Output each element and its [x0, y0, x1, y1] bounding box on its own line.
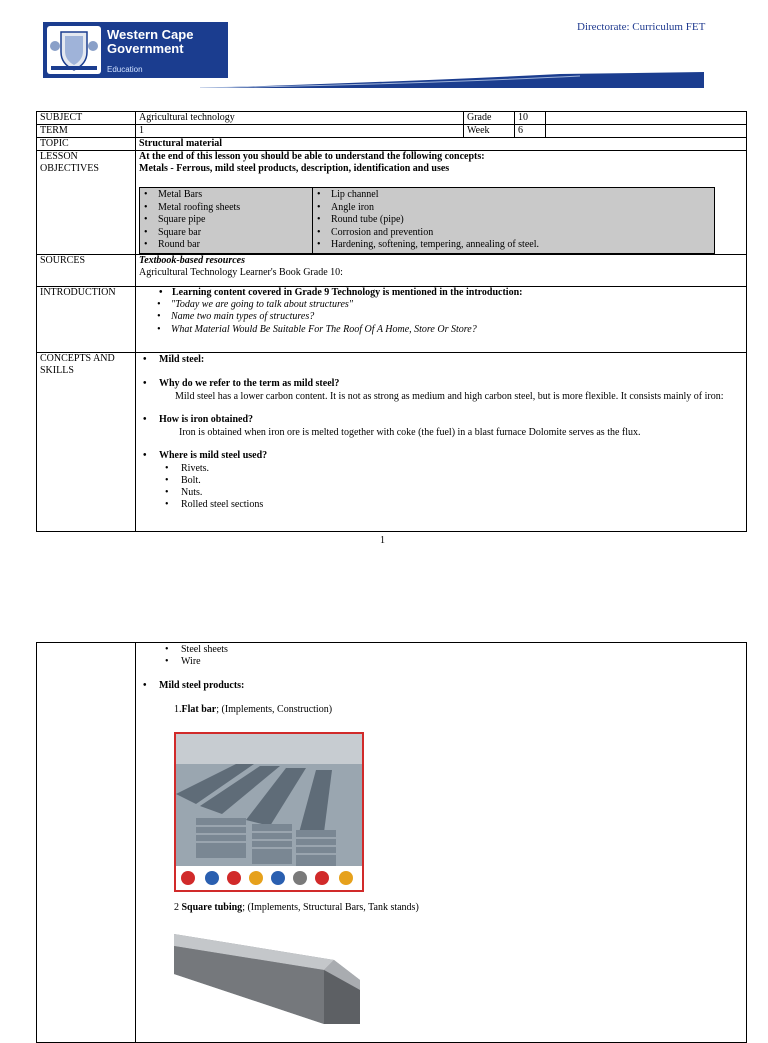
list-item: • What Material Would Be Suitable For The Roof Of A Home, Store Or Store?: [153, 324, 743, 337]
subject-row: [37, 112, 747, 125]
list-item: • Wire: [139, 656, 743, 668]
product-2-caption: 2 Square tubing; (Implements, Structural Bars, Tank stands): [174, 902, 419, 913]
list-item: • Bolt.: [139, 475, 743, 487]
introduction-heading: • Learning content covered in Grade 9 Technology is mentioned in the introduction:: [159, 286, 523, 298]
concepts-continued-row: [37, 643, 747, 1043]
question-2: • How is iron obtained?: [139, 414, 743, 427]
empty-cell: [546, 112, 747, 125]
coat-of-arms-icon: [47, 26, 101, 74]
lesson-plan-continued-table: [36, 642, 747, 1043]
list-item: • Metal Bars: [140, 189, 312, 202]
week-value: 6: [515, 125, 546, 138]
header-swoosh: [200, 60, 704, 88]
logo-title-line2: Government: [107, 41, 184, 56]
week-label: Week: [464, 125, 515, 138]
introduction-cell: [136, 286, 747, 352]
list-item: • Nuts.: [139, 487, 743, 499]
objectives-left-column: [140, 188, 313, 253]
answer-2: Iron is obtained when iron ore is melted together with coke (the fuel) in a blast furnace Dolomite serves as the flux.: [179, 426, 641, 438]
term-value: 1: [136, 125, 464, 138]
answer-1: Mild steel has a lower carbon content. It is not as strong as medium and high carbon steel, but is more flexible. It consists mainly of iron:: [175, 390, 724, 402]
list-item: • Lip channel: [313, 189, 539, 202]
logo-subtitle: Education: [107, 65, 143, 74]
list-item: • Rolled steel sections: [139, 499, 743, 511]
empty-cell: [546, 125, 747, 138]
sources-label: SOURCES: [37, 254, 136, 286]
subject-value: Agricultural technology: [136, 112, 464, 125]
term-label: TERM: [37, 125, 136, 138]
list-item: • Metal roofing sheets: [140, 202, 312, 215]
objectives-intro: At the end of this lesson you should be able to understand the following concepts:: [139, 151, 485, 162]
objectives-right-column: [313, 188, 539, 253]
list-item: • Name two main types of structures?: [153, 311, 743, 324]
objectives-cell: [136, 151, 747, 255]
list-item: • Angle iron: [313, 202, 539, 215]
products-heading: • Mild steel products:: [139, 680, 743, 693]
question-1: • Why do we refer to the term as mild steel?: [139, 378, 743, 391]
topic-row: [37, 138, 747, 151]
objectives-topic: Metals - Ferrous, mild steel products, description, identification and uses: [139, 163, 450, 174]
list-item: • Rivets.: [139, 463, 743, 475]
sources-text: Agricultural Technology Learner's Book Grade 10:: [139, 266, 343, 278]
subject-label: SUBJECT: [37, 112, 136, 125]
introduction-row: [37, 286, 747, 352]
topic-label: TOPIC: [37, 138, 136, 151]
square-tubing-photo: [174, 930, 360, 1024]
mild-steel-heading: • Mild steel:: [139, 354, 743, 367]
list-item: • Round tube (pipe): [313, 214, 539, 227]
sources-cell: [136, 254, 747, 286]
list-item: • Square pipe: [140, 214, 312, 227]
list-item: • Square bar: [140, 227, 312, 240]
objectives-grid: [139, 187, 715, 254]
objectives-row: [37, 151, 747, 255]
objectives-label: LESSON OBJECTIVES: [37, 151, 136, 255]
grade-label: Grade: [464, 112, 515, 125]
term-row: [37, 125, 747, 138]
directorate-label: Directorate: Curriculum FET: [577, 21, 706, 33]
sources-row: [37, 254, 747, 286]
grade-value: 10: [515, 112, 546, 125]
concepts-row: [37, 352, 747, 531]
introduction-label: INTRODUCTION: [37, 286, 136, 352]
sources-heading: Textbook-based resources: [139, 254, 246, 266]
list-item: • Corrosion and prevention: [313, 227, 539, 240]
topic-value: Structural material: [136, 138, 747, 151]
page-number: 1: [380, 535, 385, 546]
question-3: • Where is mild steel used?: [139, 450, 743, 463]
product-1-caption: 1.Flat bar; (Implements, Construction): [174, 703, 333, 715]
list-item: • "Today we are going to talk about structures": [153, 299, 743, 312]
concepts-label: CONCEPTS AND SKILLS: [37, 352, 136, 531]
logo-title-line1: Western Cape: [107, 27, 194, 42]
list-item: • Hardening, softening, tempering, annealing of steel.: [313, 239, 539, 252]
concepts-cell: [136, 352, 747, 531]
list-item: • Steel sheets: [139, 644, 743, 656]
lesson-plan-table: [36, 111, 747, 532]
flat-bar-photo: [174, 732, 364, 892]
empty-label-cell: [37, 643, 136, 1043]
list-item: • Round bar: [140, 239, 312, 252]
